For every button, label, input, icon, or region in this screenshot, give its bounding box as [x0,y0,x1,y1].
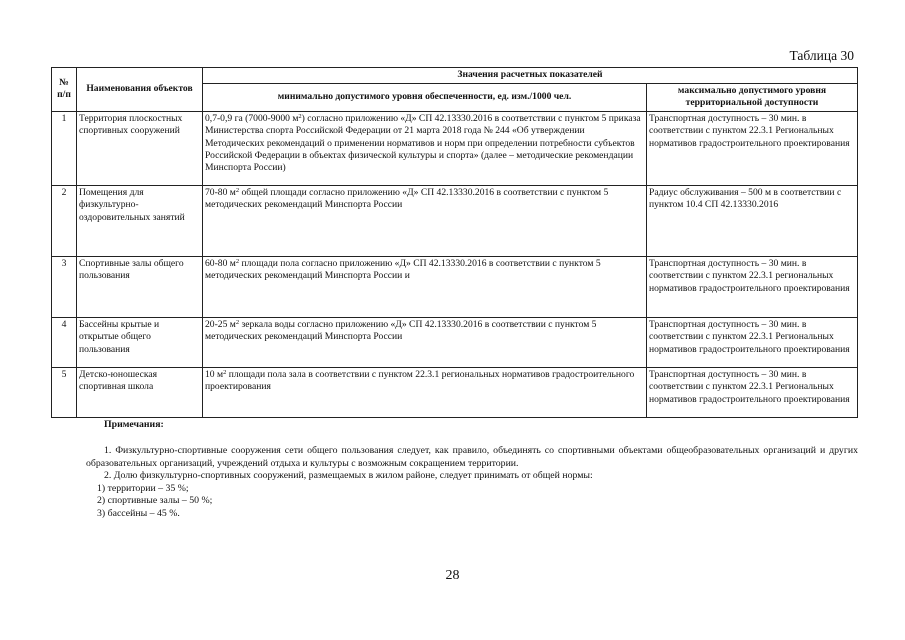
norms-table [51,67,858,418]
row-num: 5 [52,367,77,417]
row-name: Территория плоскостных спортивных сооружений [77,111,203,185]
row-min-value: 70-80 $м^2$ общей площади согласно приложению «Д» СП 42.13330.2016 в соответствии с пунктом 5 методических рекомендаций Минспорта России [203,185,647,256]
row-min-value: 0,7-0,9 га (7000-9000 $м^2$) согласно приложению «Д» СП 42.13330.2016 в соответствии с пунктом 5 приказа Министерства спорта Российской Федерации от 21 марта 2018 года № 244 «Об утверждении Методических рекомендаций о применении нормативов и норм при определении потребности субъектов Российской Федерации в объектах физической культуры и спорта» (далее – методические рекомендации Минспорта России) [203,111,647,185]
header-values-group: Значения расчетных показателей [203,68,858,84]
row-name: Бассейны крытые и открытые общего пользования [77,317,203,367]
row-max-value: Транспортная доступность – 30 мин. в соответствии с пунктом 22.3.1 Региональных нормативов градостроительного проектирования [647,367,858,417]
row-name: Спортивные залы общего пользования [77,256,203,317]
note-paragraph: 2. Долю физкультурно-спортивных сооружений, размещаемых в жилом районе, следует принимать от общей нормы: [104,470,593,482]
note-list-item: 3) бассейны – 45 %. [97,507,180,519]
row-max-value: Радиус обслуживания – 500 м в соответствии с пунктом 10.4 СП 42.13330.2016 [647,185,858,256]
note-paragraph: 1. Физкультурно-спортивные сооружения сети общего пользования следует, как правило, объединять со спортивными объектами общеобразовательных организаций и других образовательных организаций, учреждений отдыха и культуры с возможным сокращением территории. [86,445,858,469]
header-num: № п/п [52,68,77,112]
row-num: 3 [52,256,77,317]
header-max-level: максимально допустимого уровня территориальной доступности [647,84,858,112]
row-num: 4 [52,317,77,367]
header-min-level: минимально допустимого уровня обеспеченности, ед. изм./1000 чел. [203,84,647,112]
notes-heading: Примечания: [104,419,164,430]
row-max-value: Транспортная доступность – 30 мин. в соответствии с пунктом 22.3.1 региональных нормативов градостроительного проектирования [647,256,858,317]
note-list-item: 1) территории – 35 %; [97,482,189,494]
row-max-value: Транспортная доступность – 30 мин. в соответствии с пунктом 22.3.1 Региональных нормативов градостроительного проектирования [647,111,858,185]
table-row [52,256,858,317]
table-row [52,185,858,256]
row-min-value: 20-25 $м^2$ зеркала воды согласно приложению «Д» СП 42.13330.2016 в соответствии с пунктом 5 методических рекомендаций Минспорта России [203,317,647,367]
row-num: 1 [52,111,77,185]
header-name: Наименования объектов [77,68,203,112]
table-row [52,317,858,367]
row-num: 2 [52,185,77,256]
page-number: 28 [445,568,460,583]
table-row [52,367,858,417]
row-name: Помещения для физкультурно-оздоровительных занятий [77,185,203,256]
notes [86,445,858,521]
row-name: Детско-юношеская спортивная школа [77,367,203,417]
table-row [52,111,858,185]
row-min-value: 60-80 $м^2$ площади пола согласно приложению «Д» СП 42.13330.2016 в соответствии с пунктом 5 методических рекомендаций Минспорта России и [203,256,647,317]
row-max-value: Транспортная доступность – 30 мин. в соответствии с пунктом 22.3.1 Региональных нормативов градостроительного проектирования [647,317,858,367]
row-min-value: 10 $м^2$ площади пола зала в соответствии с пунктом 22.3.1 региональных нормативов градостроительного проектирования [203,367,647,417]
table-label: Таблица 30 [789,48,854,63]
note-list-item: 2) спортивные залы – 50 %; [97,495,213,507]
